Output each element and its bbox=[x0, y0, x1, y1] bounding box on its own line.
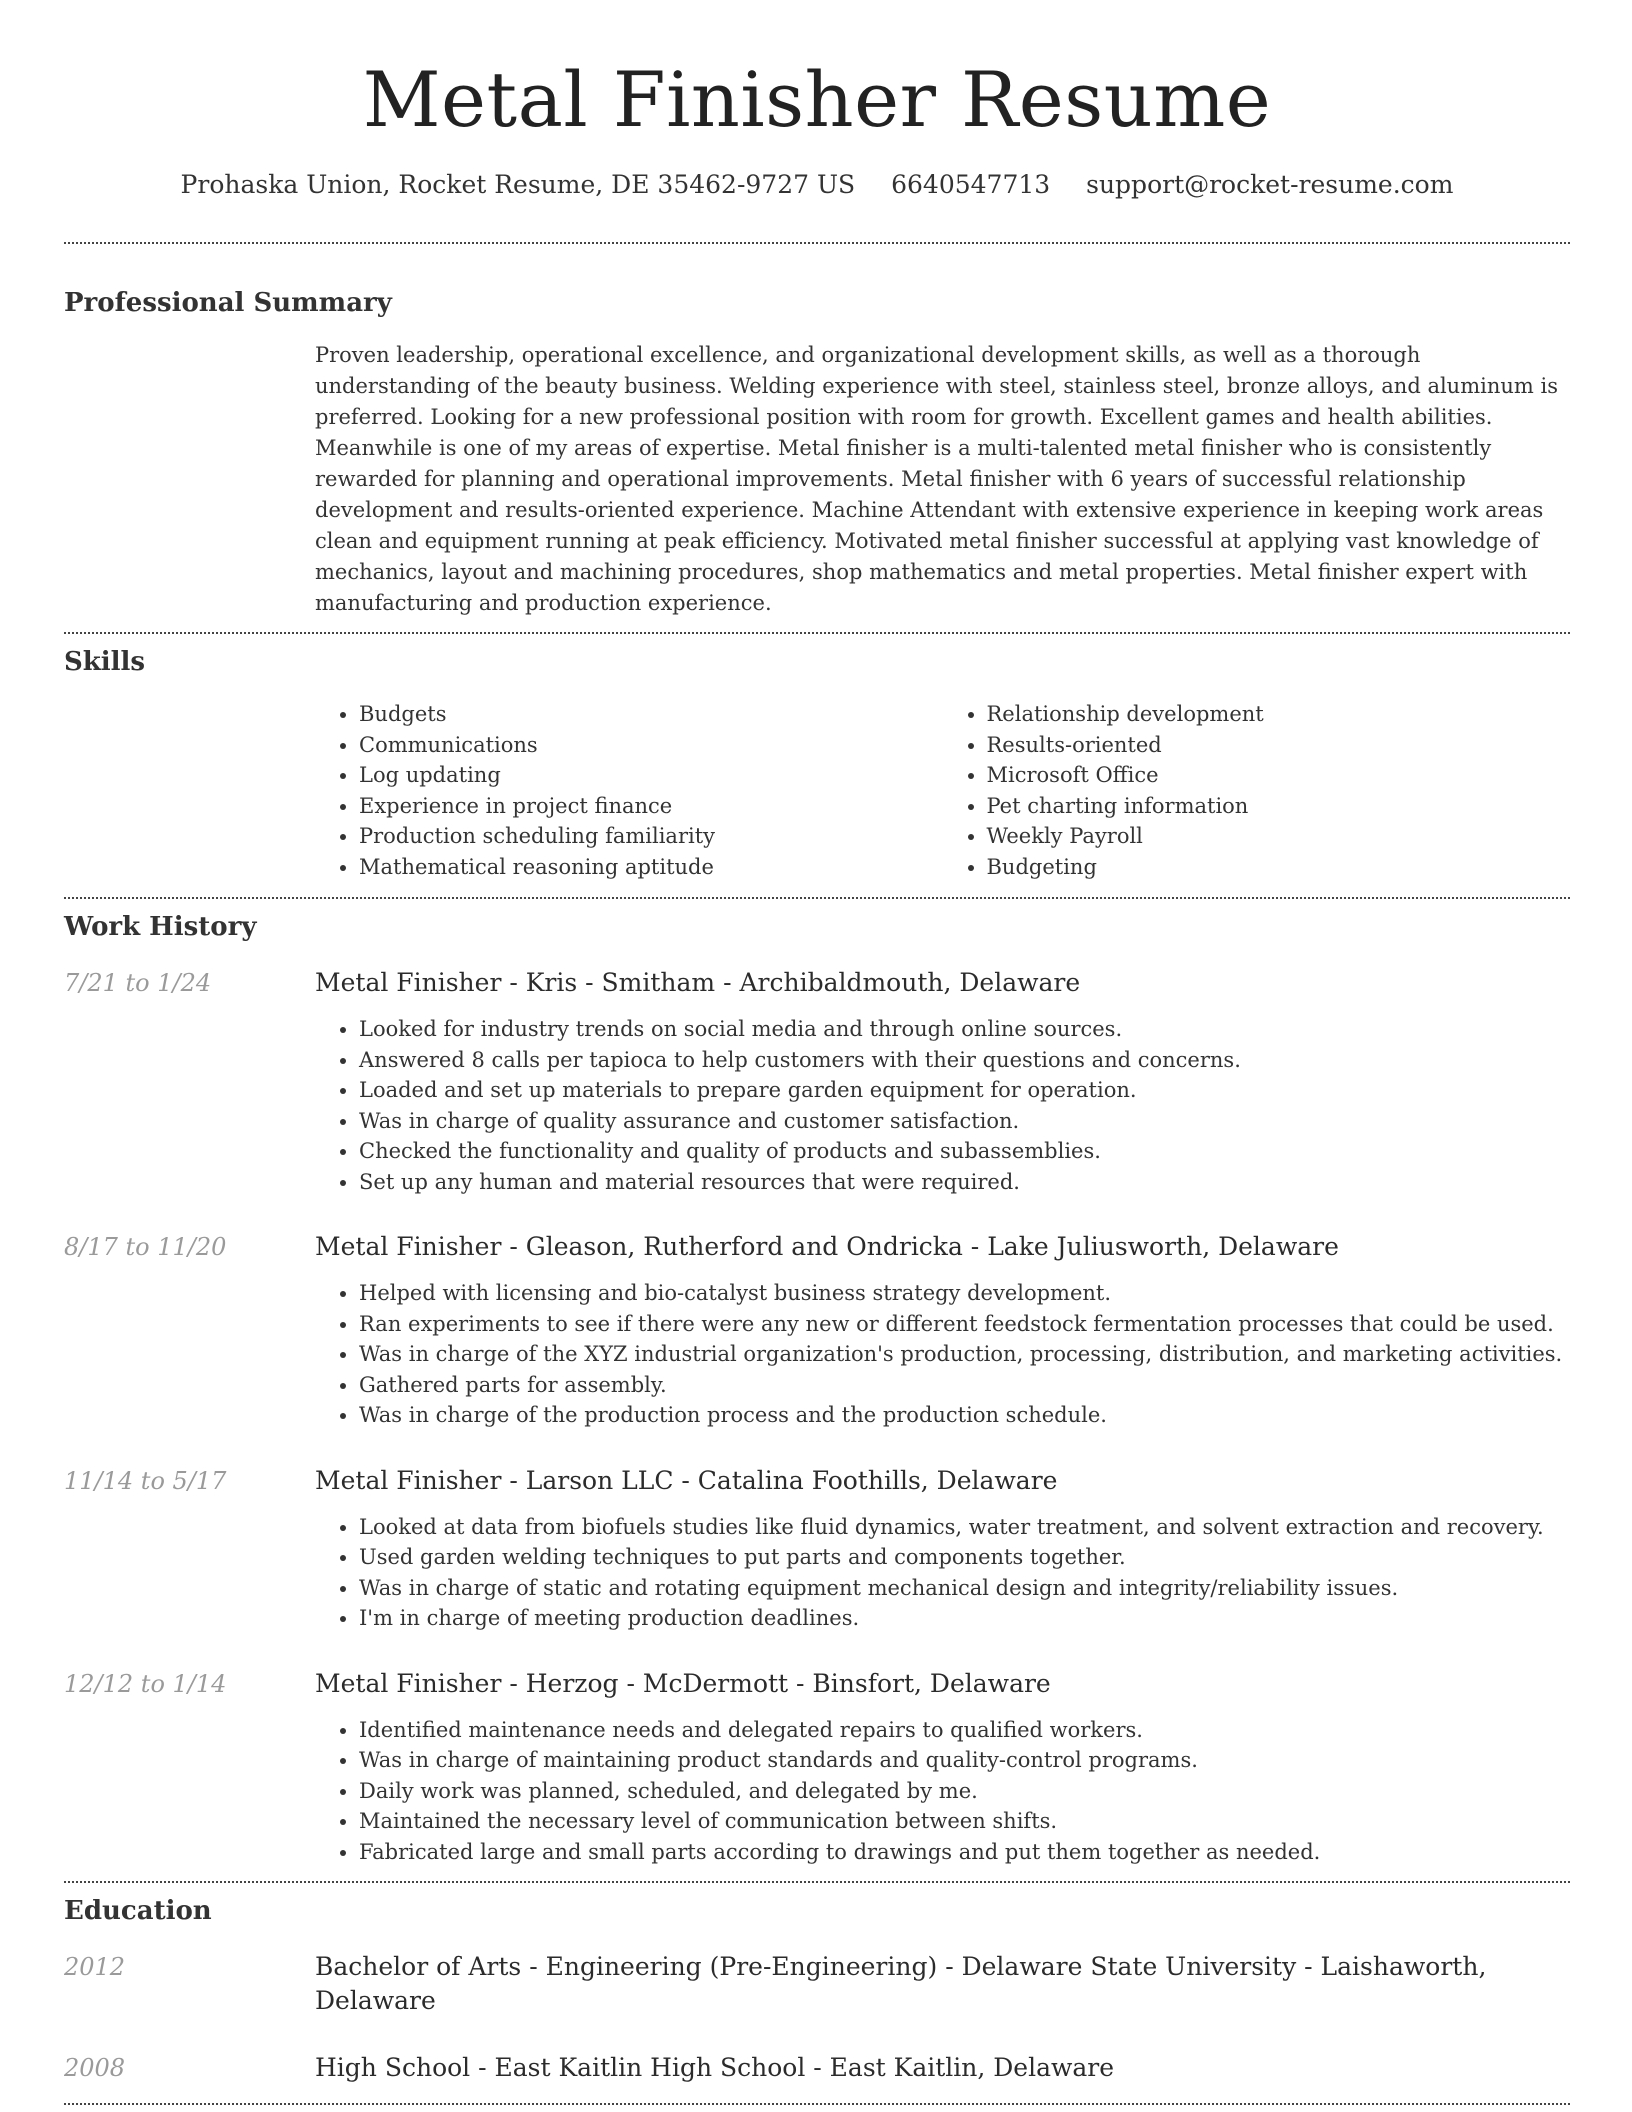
job-bullet: • Was in charge of the production process and the production schedule. bbox=[359, 1400, 1570, 1431]
job-dates: 12/12 to 1/14 bbox=[64, 1669, 227, 1698]
education-entry bbox=[64, 1950, 1570, 2018]
job-bullet: • Was in charge of static and rotating equipment mechanical design and integrity/reliability issues. bbox=[359, 1573, 1570, 1604]
job-bullet: • Answered 8 calls per tapioca to help customers with their questions and concerns. bbox=[359, 1045, 1570, 1076]
summary-section bbox=[64, 244, 1570, 619]
education-entry bbox=[64, 2051, 1570, 2085]
job-bullet: • Was in charge of the XYZ industrial organization's production, processing, distribution, and marketing activities. bbox=[359, 1339, 1570, 1370]
job-header bbox=[64, 966, 1570, 1000]
job-bullet: • I'm in charge of meeting production deadlines. bbox=[359, 1603, 1570, 1634]
job-dates: 7/21 to 1/24 bbox=[64, 969, 212, 997]
skills-section bbox=[64, 634, 1570, 882]
skill-item: • Relationship development bbox=[987, 699, 1571, 730]
skill-item: • Pet charting information bbox=[987, 791, 1571, 822]
summary-heading: Professional Summary bbox=[64, 288, 392, 318]
job-title: Metal Finisher - Larson LLC - Catalina Foothills, Delaware bbox=[315, 1465, 1058, 1495]
skills-grid bbox=[315, 699, 1570, 882]
education-title: Bachelor of Arts - Engineering (Pre-Engineering) - Delaware State University - Laishaworth, Delaware bbox=[315, 1952, 1487, 2015]
job-bullet: • Loaded and set up materials to prepare garden equipment for operation. bbox=[359, 1075, 1570, 1106]
skill-item: • Experience in project finance bbox=[359, 791, 943, 822]
skills-list-right bbox=[943, 699, 1571, 882]
skill-item: • Budgets bbox=[359, 699, 943, 730]
divider bbox=[64, 2103, 1570, 2105]
job-bullet: • Set up any human and material resources that were required. bbox=[359, 1167, 1570, 1198]
job-bullet: • Daily work was planned, scheduled, and delegated by me. bbox=[359, 1776, 1570, 1807]
skill-item: • Budgeting bbox=[987, 852, 1571, 883]
skill-item: • Mathematical reasoning aptitude bbox=[359, 852, 943, 883]
skill-item: • Production scheduling familiarity bbox=[359, 821, 943, 852]
job-dates: 8/17 to 11/20 bbox=[64, 1233, 227, 1261]
skill-item: • Communications bbox=[359, 730, 943, 761]
resume-title: Metal Finisher Resume bbox=[362, 55, 1272, 144]
job-bullets bbox=[315, 1014, 1570, 1197]
job-entry bbox=[64, 966, 1570, 1197]
work-section bbox=[64, 899, 1570, 1867]
job-bullets bbox=[315, 1278, 1570, 1431]
job-entry bbox=[64, 1667, 1570, 1868]
job-title: Metal Finisher - Herzog - McDermott - Binsfort, Delaware bbox=[315, 1668, 1051, 1698]
resume-page bbox=[64, 0, 1570, 2105]
job-bullet: • Used garden welding techniques to put parts and components together. bbox=[359, 1542, 1570, 1573]
job-bullet: • Looked for industry trends on social media and through online sources. bbox=[359, 1014, 1570, 1045]
skill-item: • Weekly Payroll bbox=[987, 821, 1571, 852]
contact-address: Prohaska Union, Rocket Resume, DE 35462-9727 US bbox=[180, 170, 856, 199]
job-entry bbox=[64, 1464, 1570, 1634]
job-bullet: • Identified maintenance needs and delegated repairs to qualified workers. bbox=[359, 1715, 1570, 1746]
job-bullet: • Looked at data from biofuels studies like fluid dynamics, water treatment, and solvent extraction and recovery. bbox=[359, 1512, 1570, 1543]
education-year: 2012 bbox=[64, 1953, 126, 1981]
job-title: Metal Finisher - Gleason, Rutherford and Ondricka - Lake Juliusworth, Delaware bbox=[315, 1232, 1339, 1261]
job-dates: 11/14 to 5/17 bbox=[64, 1466, 227, 1495]
job-header bbox=[64, 1230, 1570, 1264]
job-bullet: • Maintained the necessary level of communication between shifts. bbox=[359, 1806, 1570, 1837]
job-entry bbox=[64, 1230, 1570, 1431]
education-heading: Education bbox=[64, 1896, 212, 1926]
job-bullets bbox=[315, 1715, 1570, 1868]
job-bullet: • Checked the functionality and quality of products and subassemblies. bbox=[359, 1136, 1570, 1167]
education-section bbox=[64, 1883, 1570, 2085]
job-bullets bbox=[315, 1512, 1570, 1634]
work-heading: Work History bbox=[64, 912, 257, 942]
job-header bbox=[64, 1464, 1570, 1498]
contact-email: support@rocket-resume.com bbox=[1086, 170, 1454, 199]
job-title: Metal Finisher - Kris - Smitham - Archibaldmouth, Delaware bbox=[315, 968, 1081, 997]
contact-phone: 6640547713 bbox=[891, 170, 1051, 199]
summary-text: Proven leadership, operational excellence, and organizational development skills, as well as a thorough understanding of the beauty business. Welding experience with steel, stainless steel, bronze alloys, and aluminum is preferred. Looking for a new professional position with room for growth. Excellent games and health abilities. Meanwhile is one of my areas of expertise. Metal finisher is a multi-talented metal finisher who is consistently rewarded for planning and operational improvements. Metal finisher with 6 years of successful relationship development and results-oriented experience. Machine Attendant with extensive experience in keeping work areas clean and equipment running at peak efficiency. Motivated metal finisher successful at applying vast knowledge of mechanics, layout and machining procedures, shop mathematics and metal properties. Metal finisher expert with manufacturing and production experience. bbox=[315, 343, 1558, 615]
job-bullet: • Was in charge of quality assurance and customer satisfaction. bbox=[359, 1106, 1570, 1137]
skill-item: • Log updating bbox=[359, 760, 943, 791]
skills-heading: Skills bbox=[64, 647, 146, 677]
job-bullet: • Was in charge of maintaining product standards and quality-control programs. bbox=[359, 1745, 1570, 1776]
job-header bbox=[64, 1667, 1570, 1701]
contact-line bbox=[64, 168, 1570, 202]
job-bullet: • Helped with licensing and bio-catalyst business strategy development. bbox=[359, 1278, 1570, 1309]
skill-item: • Results-oriented bbox=[987, 730, 1571, 761]
job-bullet: • Fabricated large and small parts according to drawings and put them together as needed. bbox=[359, 1837, 1570, 1868]
skills-list-left bbox=[315, 699, 943, 882]
education-title: High School - East Kaitlin High School - East Kaitlin, Delaware bbox=[315, 2053, 1115, 2082]
job-bullet: • Ran experiments to see if there were any new or different feedstock fermentation processes that could be used. bbox=[359, 1309, 1570, 1340]
job-bullet: • Gathered parts for assembly. bbox=[359, 1370, 1570, 1401]
skill-item: • Microsoft Office bbox=[987, 760, 1571, 791]
education-year: 2008 bbox=[64, 2054, 126, 2082]
